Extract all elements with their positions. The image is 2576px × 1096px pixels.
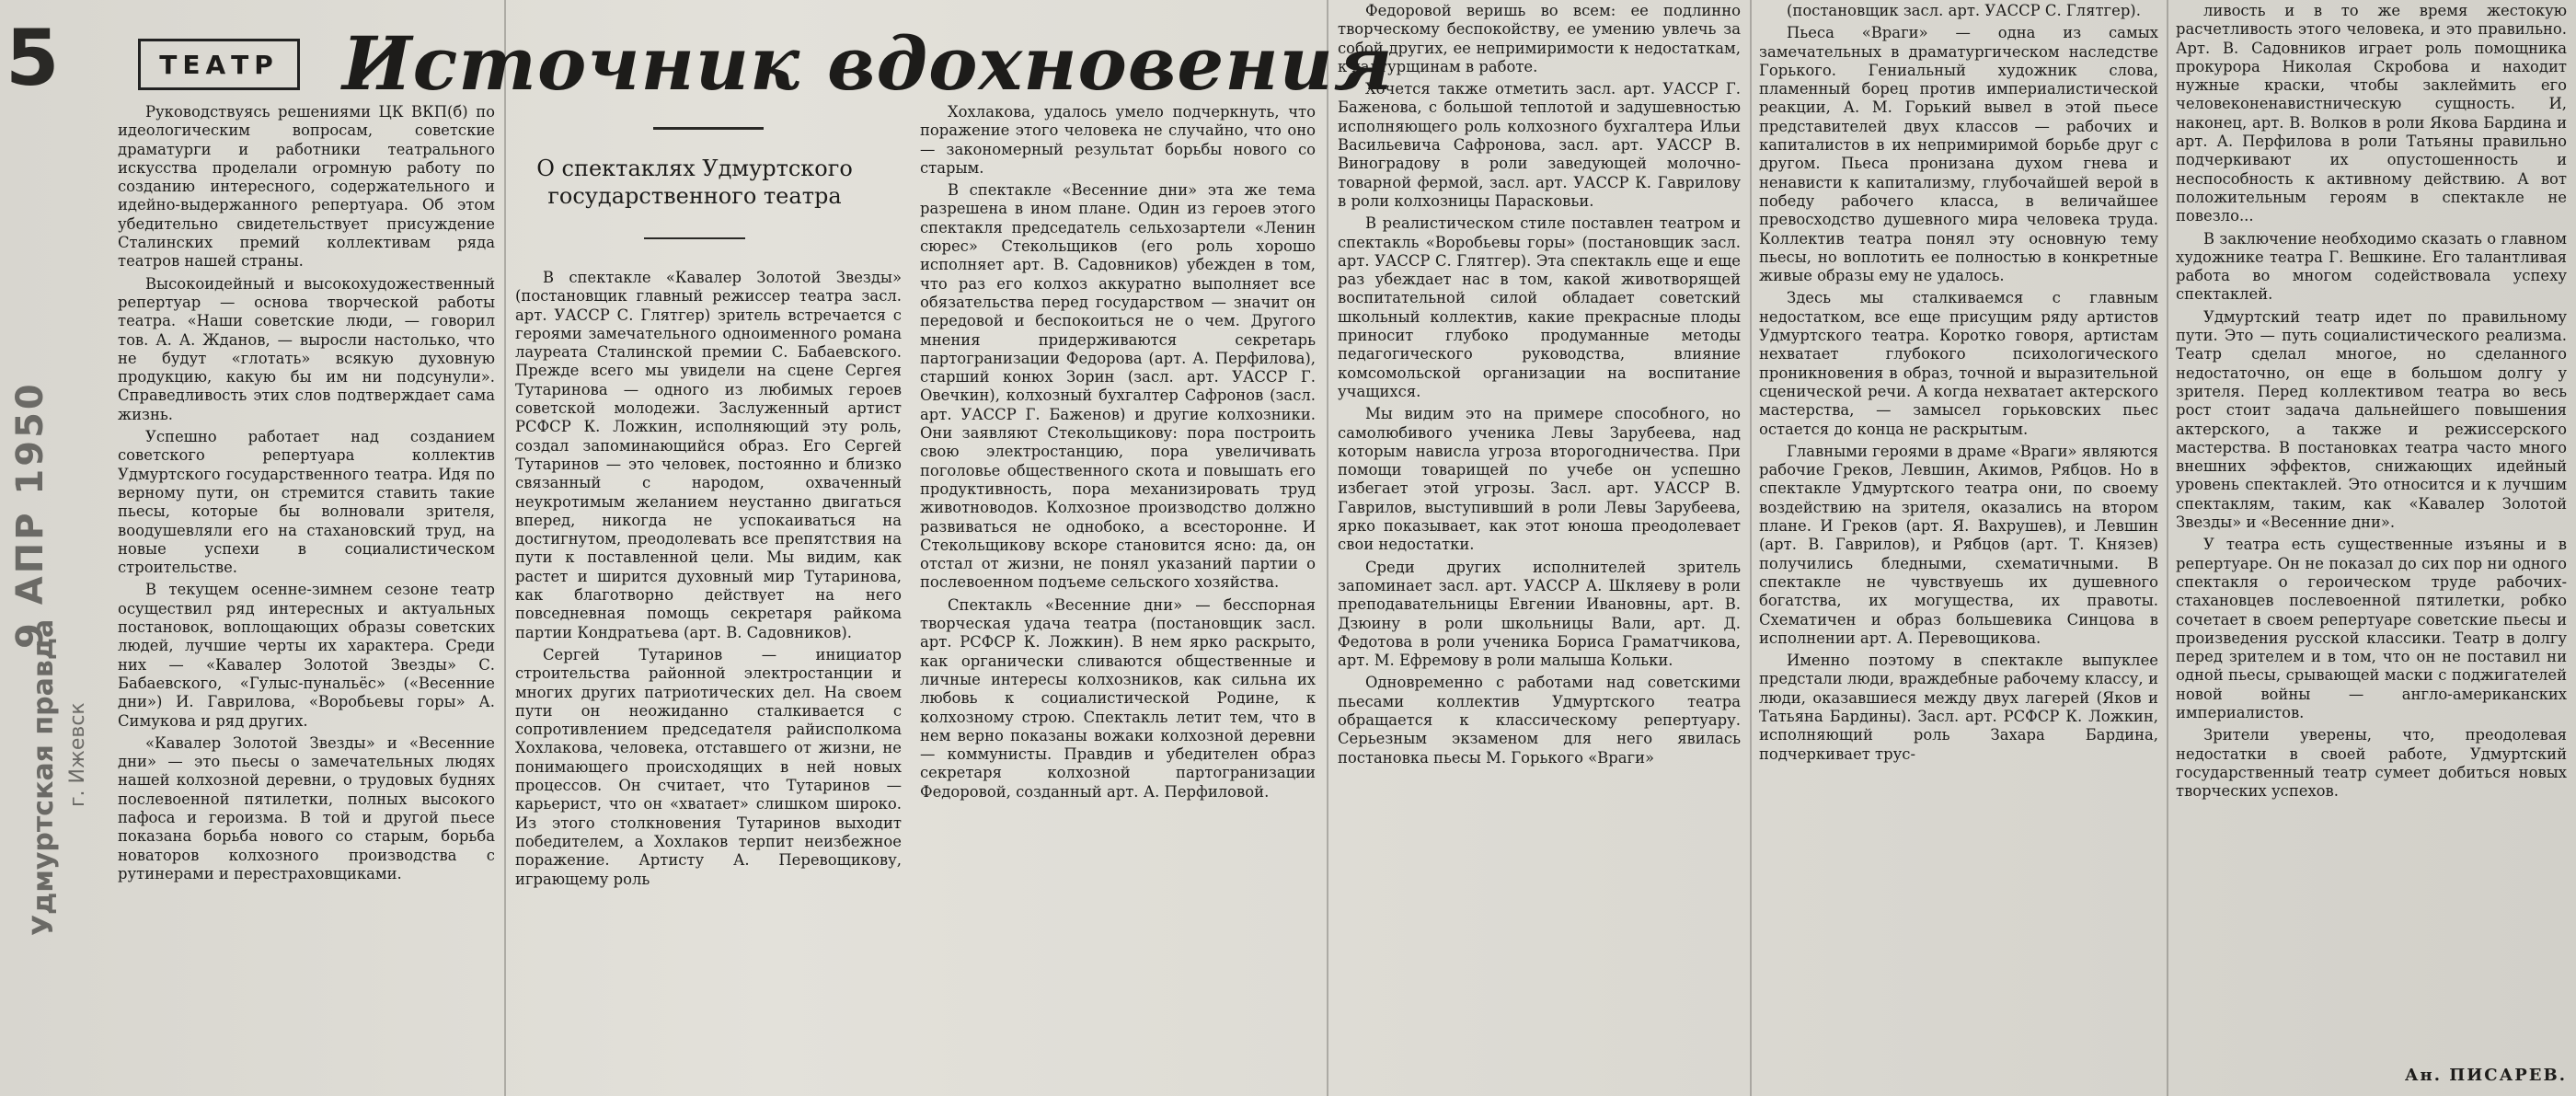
column-divider	[1327, 0, 1328, 1096]
page-number: 5	[6, 13, 60, 103]
text-column-1	[118, 103, 495, 1092]
paragraph: Среди других исполнителей зритель запоминает засл. арт. УАССР А. Шкляеву в роли преподавательницы Евгении Ивановны, арт. В. Дзюину в роли школьницы Вали, арт. Д. Федотова в роли ученика Бориса Граматчикова, арт. М. Ефремову в роли малыша Кольки.	[1338, 558, 1741, 670]
author-signature: Ан. ПИСАРЕВ.	[2404, 1066, 2567, 1085]
date-stamp: 9 АПР 1950	[9, 381, 52, 650]
paragraph: Одновременно с работами над советскими пьесами коллектив Удмуртского театра обращается к классическому репертуару. Серьезным экзаменом для него явилась постановка пьесы М. Горького «Враги»	[1338, 674, 1741, 767]
column-divider	[504, 0, 506, 1096]
paragraph: Сергей Тутаринов — инициатор строительства районной электростанции и многих других патриотических дел. На своем пути он неожиданно сталкивается с сопротивлением председателя райисполкома Хохлакова, человека, отставшего от жизни, не понимающего происходящих в ней новых процессов. Он считает, что Тутаринов — карьерист, что он «хватает» слишком широко. Из этого столкновения Тутаринов выходит победителем, а Хохлаков терпит неизбежное поражение. Артисту А. Перевощикову, играющему роль	[515, 645, 902, 888]
paragraph: «Кавалер Золотой Звезды» и «Весенние дни» — это пьесы о замечательных людях нашей колхозной деревни, о трудовых буднях послевоенной пятилетки, полных высокого пафоса и героизма. В той и другой пьесе показана борьба нового со старым, борьба новаторов колхозного производства с рутинерами и перестраховщиками.	[118, 733, 495, 883]
paragraph: Мы видим это на примере способного, но самолюбивого ученика Левы Зарубеева, над которым нависла угроза второгодничества. При помощи товарищей по учебе он успешно избегает этой угрозы. Засл. арт. УАССР В. Гаврилов, выступивший в роли Левы Зарубеева, ярко показывает, как этот юноша преодолевает свои недостатки.	[1338, 405, 1741, 554]
paragraph: Руководствуясь решениями ЦК ВКП(б) по идеологическим вопросам, советские драматурги и работники театрального искусства проделали огромную работу по созданию интересного, содержательного и идейно-выдержанного репертуара. Об этом убедительно свидетельствует присуждение Сталинских премий коллективам ряда театров нашей страны.	[118, 103, 495, 271]
subtitle-rule	[644, 237, 745, 239]
paragraph: ливость и в то же время жестокую расчетливость этого человека, и это правильно. Арт. В. Садовников играет роль помощника прокурора Николая Скробова и находит нужные краски, чтобы заклеймить его человеконенавистническую сущность. И, наконец, арт. В. Волков в роли Якова Бардина и арт. А. Перфилова в роли Татьяны правильно подчеркивают их опустошенность и неспособность к активному действию. А вот положительным героям в спектакле не повезло...	[2176, 2, 2567, 225]
newspaper-city: г. Ижевск	[66, 702, 89, 807]
text-column-3	[920, 103, 1316, 1092]
paragraph: Хочется также отметить засл. арт. УАССР Г. Баженова, с большой теплотой и задушевностью исполняющего роль колхозного бухгалтера Ильи Васильевича Сафронова, засл. арт. УАССР В. Виноградову в роли заведующей молочно-товарной фермой, засл. арт. УАССР К. Гаврилову в роли колхозницы Парасковьи.	[1338, 80, 1741, 210]
paragraph: Зрители уверены, что, преодолевая недостатки в своей работе, Удмуртский государственный театр сумеет добиться новых творческих успехов.	[2176, 726, 2567, 801]
paragraph: Успешно работает над созданием советского репертуара коллектив Удмуртского государственного театра. Идя по верному пути, он стремится ставить такие пьесы, которые бы волновали зрителя, воодушевляли его на стахановский труд, на новые успехи в социалистическом строительстве.	[118, 428, 495, 577]
text-column-6	[2176, 2, 2567, 1060]
rubric-label: ТЕАТР	[138, 39, 300, 90]
paragraph: Спектакль «Весенние дни» — бесспорная творческая удача театра (постановщик засл. арт. РСФСР К. Ложкин). В нем ярко раскрыто, как органически сливаются общественные и личные интересы колхозников, как сильна их любовь к социалистической Родине, к колхозному строю. Спектакль летит тем, что в нем верно показаны вожаки колхозной деревни — коммунисты. Правдив и убедителен образ секретаря колхозной партогранизации Федоровой, созданный арт. А. Перфиловой.	[920, 595, 1316, 801]
title-rule	[653, 127, 764, 130]
paragraph: Удмуртский театр идет по правильному пути. Это — путь социалистического реализма. Театр сделал многое, но сделанного недостаточно, он еще в большом долгу у зрителя. Перед коллективом театра во весь рост стоит задача дальнейшего повышения актерского, а также и режиссерского мастерства. В постановках театра часто много внешних эффектов, снижающих идейный уровень спектаклей. Это относится и к лучшим спектаклям, таким, как «Кавалер Золотой Звезды» и «Весенние дни».	[2176, 307, 2567, 532]
paragraph: Пьеса «Враги» — одна из самых замечательных в драматургическом наследстве Горького. Гениальный художник слова, пламенный борец против империалистической реакции, А. М. Горький вывел в этой пьесе представителей двух классов — рабочих и капиталистов в их непримиримой борьбе друг с другом. Пьеса пронизана духом гнева и ненависти к капитализму, глубочайшей верой в победу рабочего класса, в величайшее превосходство душевного мира человека труда. Коллектив театра понял эту основную тему пьесы, но воплотить ее полностью в конкретные живые образы ему не удалось.	[1759, 24, 2158, 285]
paragraph: В реалистическом стиле поставлен театром и спектакль «Воробьевы горы» (постановщик засл. арт. УАССР С. Глятгер). Эта спектакль еще и еще раз убеждает нас в том, какой животворящей воспитательной силой обладает советский школьный коллектив, какие прекрасные плоды приносит глубоко продуманные методы педагогического руководства, влияние комсомольской организации на воспитание учащихся.	[1338, 214, 1741, 400]
column-divider	[1750, 0, 1752, 1096]
text-column-5	[1759, 2, 2158, 1092]
paragraph: Федоровой веришь во всем: ее подлинно творческому беспокойству, ее умению увлечь за собой других, ее непримиримости к недостаткам, к халтурщинам в работе.	[1338, 2, 1741, 75]
paragraph: У театра есть существенные изъяны и в репертуаре. Он не показал до сих пор ни одного спектакля о героическом труде рабочих-стахановцев послевоенной пятилетки, робко сочетает в своем репертуаре советские пьесы и произведения русской классики. Театр в долгу перед зрителем и в том, что он не поставил ни одной пьесы, срывающей маски с поджигателей новой войны — англо-американских империалистов.	[2176, 536, 2567, 721]
paragraph: В текущем осенне-зимнем сезоне театр осуществил ряд интересных и актуальных постановок, воплощающих образы советских людей, лучшие черты их характера. Среди них — «Кавалер Золотой Звезды» С. Бабаевского, «Гулыс-пунальёс» («Весенние дни») И. Гаврилова, «Воробьевы горы» А. Симукова и ряд других.	[118, 581, 495, 730]
paragraph: В спектакле «Кавалер Золотой Звезды» (постановщик главный режиссер театра засл. арт. УАССР С. Глятгер) зритель встречается с героями замечательного одноименного романа лауреата Сталинской премии С. Бабаевского. Прежде всего мы увидели на сцене Сергея Тутаринова — одного из любимых героев советской молодежи. Заслуженный артист РСФСР К. Ложкин, исполняющий эту роль, создал запоминающийся образ. Его Сергей Тутаринов — это человек, постоянно и близко связанный с народом, охваченный неукротимым желанием неустанно двигаться вперед, никогда не успокаиваться на достигнутом, преодолевать все препятствия на пути к поставленной цели. Мы видим, как растет и ширится духовный мир Тутаринова, как благотворно действует на него повседневная помощь секретаря райкома партии Кондратьева (арт. В. Садовников).	[515, 269, 902, 641]
text-column-2	[515, 269, 902, 1092]
paragraph: (постановщик засл. арт. УАССР С. Глятгер).	[1787, 2, 2141, 19]
paragraph: Хохлакова, удалось умело подчеркнуть, что поражение этого человека не случайно, что оно — закономерный результат борьбы нового со старым.	[920, 103, 1316, 177]
paragraph: Высокоидейный и высокохудожественный репертуар — основа творческой работы театра. «Наши советские люди, — говорил тов. А. А. Жданов, — выросли настолько, что не будут «глотать» всякую духовную продукцию, какую бы им ни подсунули». Справедливость этих слов подтверждает сама жизнь.	[118, 274, 495, 423]
paragraph: Именно поэтому в спектакле выпуклее предстали люди, враждебные рабочему классу, и люди, оказавшиеся между двух лагерей (Яков и Татьяна Бардины). Засл. арт. РСФСР К. Ложкин, исполняющий роль Захара Бардина, подчеркивает трус-	[1759, 652, 2158, 763]
article-title: Источник вдохновения	[342, 20, 1394, 107]
text-column-4	[1338, 2, 1741, 1092]
paragraph: В спектакле «Весенние дни» эта же тема разрешена в ином плане. Один из героев этого спектакля председатель сельхозартели «Ленин сюрес» Стекольщиков (его роль хорошо исполняет арт. В. Садовников) убежден в том, что раз его колхоз аккуратно выполняет все обязательства перед государством — значит он передовой и беспокоиться не о чем. Другого мнения придерживаются секретарь партогранизации Федорова (арт. А. Перфилова), старший конюх Зорин (засл. арт. УАССР Г. Овечкин), колхозный бухгалтер Сафронов (засл. арт. УАССР Г. Баженов) и другие колхозники. Они заявляют Стекольщикову: пора построить свою электростанцию, пора увеличивать поголовье общественного скота и повышать его продуктивность, пора механизировать труд животноводов. Колхозное производство должно развиваться не однобоко, а всесторонне. И Стекольщикову вскоре становится ясно: да, он отстал от жизни, не понял указаний партии о послевоенном подъеме сельского хозяйства.	[920, 181, 1316, 592]
column-divider	[2167, 0, 2168, 1096]
article-subtitle: О спектаклях Удмуртского государственного театра	[536, 156, 853, 209]
paragraph: Здесь мы сталкиваемся с главным недостатком, все еще присущим ряду артистов Удмуртского театра. Коротко говоря, артистам нехватает глубокого психологического проникновения в образ, точной и выразительной сценической речи. А когда нехватает актерского мастерства, — замысел горьковских пьес остается до конца не раскрытым.	[1759, 289, 2158, 438]
paragraph: В заключение необходимо сказать о главном художнике театра Г. Вешкине. Его талантливая работа во многом содействовала успеху спектаклей.	[2176, 229, 2567, 304]
newspaper-name: Удмуртская правда	[28, 618, 60, 937]
paragraph: Главными героями в драме «Враги» являются рабочие Греков, Левшин, Акимов, Рябцов. Но в спектакле Удмуртского театра они, по своему воздействию на зрителя, оказались на втором плане. И Греков (арт. Я. Вахрушев), и Левшин (арт. В. Гаврилов), и Рябцов (арт. Т. Князев) получились бледными, схематичными. В спектакле не чувствуешь их душевного богатства, их могущества, их правоты. Схематичен и образ большевика Синцова в исполнении арт. А. Перевощикова.	[1759, 442, 2158, 647]
